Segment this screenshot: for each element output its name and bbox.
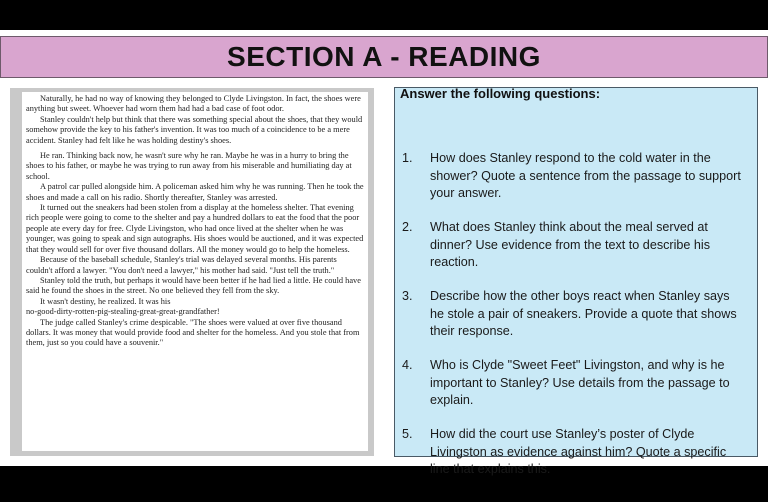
passage-paragraph: The judge called Stanley's crime despicable. "The shoes were valued at over five thousand dollars. It was money that would provide food and shelter for the homeless. And you stole that from them, just so you could have a souvenir." — [26, 317, 360, 348]
section-title-bar — [0, 36, 768, 78]
question-number: 5. — [402, 427, 413, 441]
question-number: 1. — [402, 151, 413, 165]
passage-paragraph: It turned out the sneakers had been stolen from a display at the homeless shelter. That evening rich people were going to come to the shelter and pay a hundred dollars to eat the food that the poor people ate every day for free. Clyde Livingston, who had once lived at the shelter when he was younger, was going to speak and sign autographs. His shoes would be auctioned, and it was expected that they would sell for over five thousand dollars. All the money would go to help the homeless. — [26, 203, 364, 254]
questions-panel — [394, 86, 758, 476]
question-text: How did the court use Stanley’s poster of Clyde Livingston as evidence against him? Quote a specific line that explains this. — [430, 427, 727, 476]
passage-paragraph: Naturally, he had no way of knowing they belonged to Clyde Livingston. In fact, the shoes were anything but sweet. Whoever had worn them had had a bad case of foot odor. — [26, 94, 361, 114]
question-text: Describe how the other boys react when Stanley says he stole a pair of sneakers. Provide a quote that shows their response. — [430, 289, 737, 338]
question-text: How does Stanley respond to the cold water in the shower? Quote a sentence from the passage to support your answer. — [430, 151, 741, 200]
questions-heading: Answer the following questions: — [400, 86, 601, 101]
passage-paragraph: Because of the baseball schedule, Stanley's trial was delayed several months. His parents couldn't afford a lawyer. "You don't need a lawyer," his mother had said. "Just tell the truth." — [26, 255, 337, 275]
passage-paragraph: A patrol car pulled alongside him. A policeman asked him why he was running. Then he took the shoes and made a call on his radio. Shortly thereafter, Stanley was arrested. — [26, 182, 364, 202]
question-text: Who is Clyde "Sweet Feet" Livingston, and why is he important to Stanley? Use details from the passage to explain. — [430, 358, 730, 407]
slide — [0, 30, 768, 476]
reading-passage — [22, 92, 368, 451]
passage-paragraph: Stanley told the truth, but perhaps it would have been better if he had lied a little. He could have said he found the shoes in the street. No one believed they fell from the sky. — [26, 275, 361, 296]
question-text: What does Stanley think about the meal served at dinner? Use evidence from the text to describe his reaction. — [430, 220, 711, 269]
question-number: 4. — [402, 358, 413, 372]
question-number: 2. — [402, 220, 413, 234]
question-number: 3. — [402, 289, 413, 303]
passage-paragraph: It wasn't destiny, he realized. It was his — [40, 296, 171, 306]
passage-paragraph: He ran. Thinking back now, he wasn't sure why he ran. Maybe he was in a hurry to bring the shoes to his father, or maybe he was trying to run away from his miserable and humiliating day at school. — [26, 151, 352, 181]
passage-paragraph: no-good-dirty-rotten-pig-stealing-great-great-grandfather! — [26, 307, 220, 317]
passage-image-frame — [10, 88, 374, 456]
passage-paragraph: Stanley couldn't help but think that there was something special about the shoes, that they would somehow provide the key to his father's invention. It was too much of a coincidence to be a mere accident. Stanley had felt like he was holding destiny's shoes. — [26, 114, 363, 145]
section-title: SECTION A - READING — [227, 41, 541, 72]
